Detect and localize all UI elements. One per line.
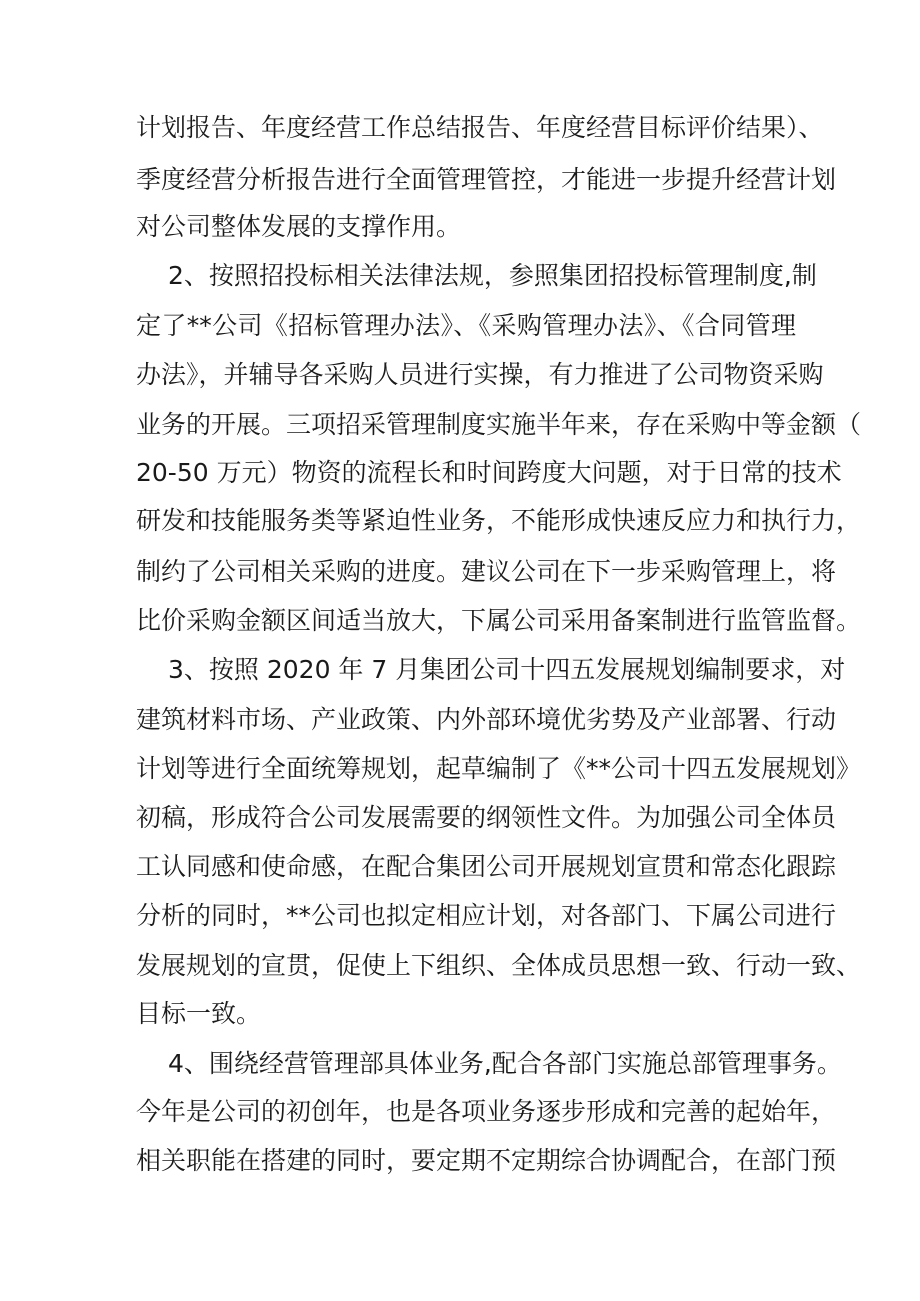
text-line: 办法》，并辅导各采购人员进行实操，有力推进了公司物资采购: [136, 360, 824, 389]
text-line: 季度经营分析报告进行全面管理管控，才能进一步提升经营计划: [136, 165, 837, 194]
text-line: 计划报告、年度经营工作总结报告、年度经营目标评价结果）、: [136, 113, 824, 142]
text-line: 相关职能在搭建的同时，要定期不定期综合协调配合，在部门预: [136, 1146, 837, 1175]
text-line: 业务的开展。三项招采管理制度实施半年来，存在采购中等金额（: [136, 410, 862, 439]
text-line: 发展规划的宣贯，促使上下组织、全体成员思想一致、行动一致、: [136, 951, 862, 980]
text-line: 建筑材料市场、产业政策、内外部环境优劣势及产业部署、行动: [136, 705, 837, 734]
text-line: 研发和技能服务类等紧迫性业务，不能形成快速反应力和执行力，: [136, 506, 862, 535]
text-line: 定了**公司《招标管理办法》、《采购管理办法》、《合同管理: [136, 311, 796, 340]
paragraph-3-start: 3、按照 2020 年 7 月集团公司十四五发展规划编制要求，对: [168, 655, 846, 684]
text-line: 工认同感和使命感，在配合集团公司开展规划宣贯和常态化跟踪: [136, 852, 837, 881]
text-line: 初稿，形成符合公司发展需要的纲领性文件。为加强公司全体员: [136, 803, 837, 832]
text-line: 今年是公司的初创年，也是各项业务逐步形成和完善的起始年，: [136, 1097, 837, 1126]
paragraph-2-start: 2、按照招投标相关法律法规，参照集团招投标管理制度,制: [168, 261, 817, 290]
text-line: 比价采购金额区间适当放大，下属公司采用备案制进行监管监督。: [136, 606, 862, 635]
text-line: 分析的同时，**公司也拟定相应计划，对各部门、下属公司进行: [136, 901, 837, 930]
text-line: 目标一致。: [136, 999, 262, 1028]
paragraph-4-start: 4、围绕经营管理部具体业务,配合各部门实施总部管理事务。: [168, 1049, 842, 1078]
text-line: 制约了公司相关采购的进度。建议公司在下一步采购管理上，将: [136, 557, 837, 586]
text-line: 计划等进行全面统筹规划，起草编制了《**公司十四五发展规划》: [136, 754, 862, 783]
text-line: 对公司整体发展的支撑作用。: [136, 212, 462, 241]
text-line: 20-50 万元）物资的流程长和时间跨度大问题，对于日常的技术: [136, 458, 842, 487]
